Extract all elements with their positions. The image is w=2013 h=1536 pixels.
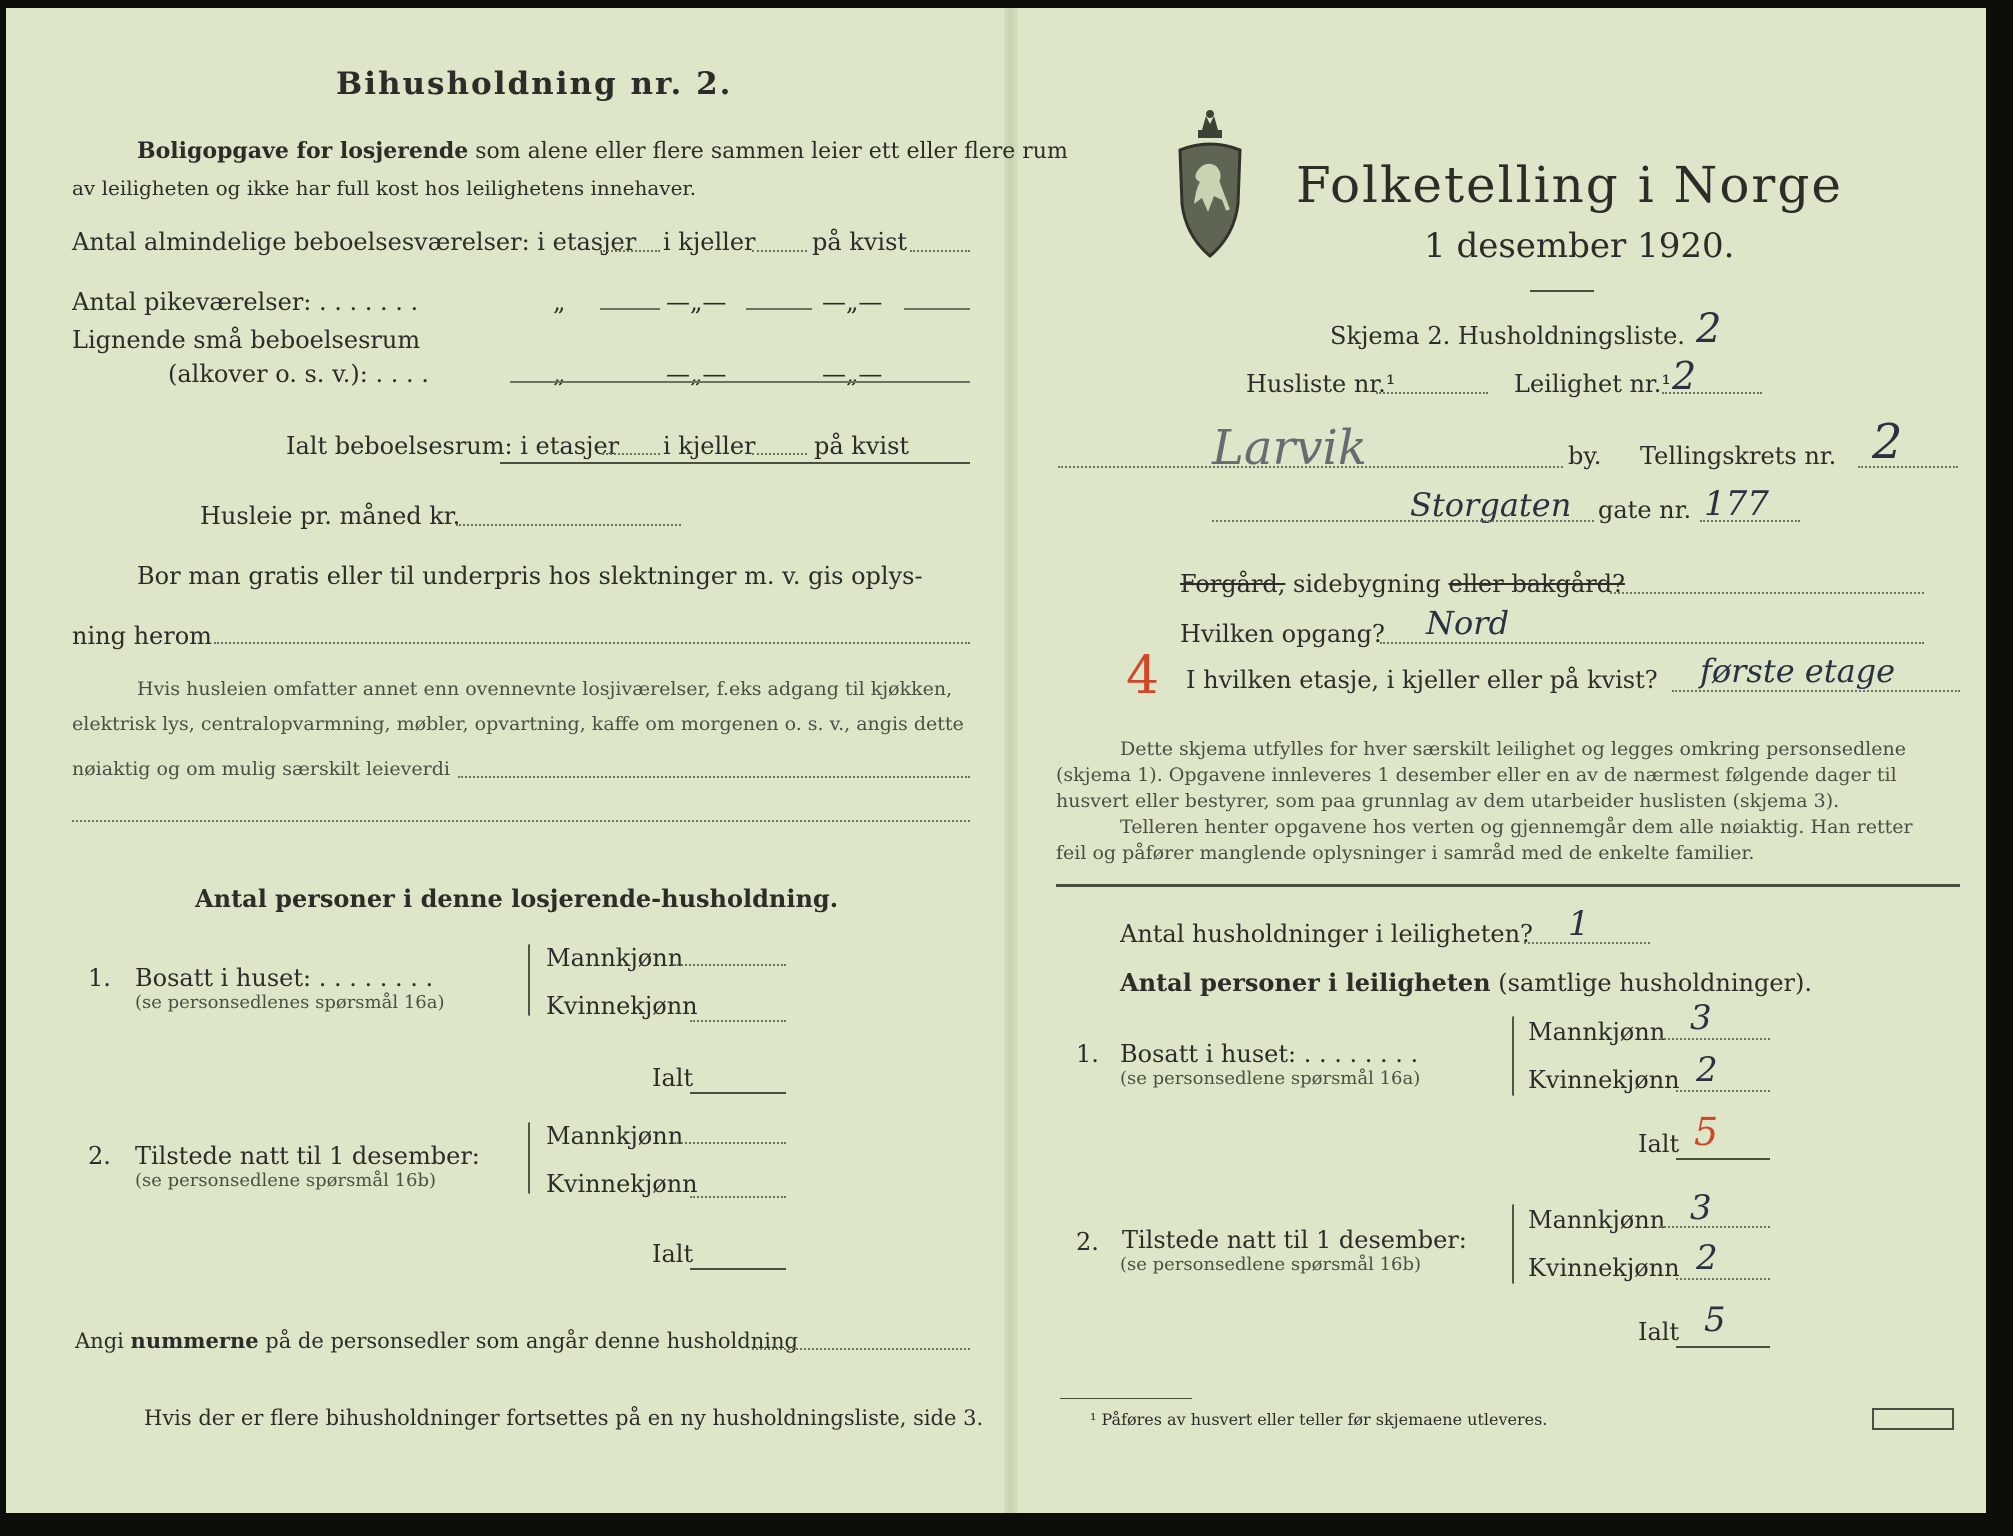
right-item1-label: Bosatt i huset: . . . . . . . . (1120, 1040, 1419, 1068)
right-item1-brace (1512, 1016, 1514, 1096)
lignende-line (510, 381, 970, 383)
right-item2-ialt-hw: 5 (1704, 1300, 1726, 1340)
intro-line-1 (137, 138, 1068, 164)
left-item1-ialt: Ialt (652, 1064, 694, 1092)
right-item2-mann-line (1660, 1226, 1770, 1228)
footnote-rule (1060, 1398, 1192, 1399)
intro-bold: Boligopgave for losjerende (137, 138, 469, 164)
row-pike-label: Antal pikeværelser: . . . . . . . (72, 288, 419, 316)
gate-handwritten: Storgaten (1410, 486, 1572, 524)
ialt-kvist-label: på kvist (814, 432, 910, 460)
leilighet-label: Leilighet nr.¹ (1514, 370, 1672, 398)
etasje-handwritten: første etage (1700, 652, 1896, 690)
left-item1-label: Bosatt i huset: . . . . . . . . (135, 964, 434, 992)
almindelige-kjeller-line (752, 250, 807, 252)
intro-rest: som alene eller flere sammen leier ett eller flere rum (475, 139, 1068, 164)
bor-line (214, 642, 970, 644)
ialt-kjeller-label: i kjeller (663, 432, 756, 460)
right-item2-mann: Mannkjønn (1528, 1206, 1666, 1234)
almindelige-kvist-line (910, 250, 970, 252)
antal-husholdninger-label: Antal husholdninger i leiligheten? (1120, 920, 1533, 948)
almindelige-etasjer-line (600, 250, 660, 252)
note-line-3: husvert eller bestyrer, som paa grunnlag av dem utarbeider huslisten (skjema 3). (1056, 790, 1840, 812)
lignende-ditto-1: „ (553, 360, 566, 388)
gate-label: gate nr. (1598, 496, 1692, 524)
angi-bold: nummerne (130, 1328, 259, 1353)
right-item1-kvinne-line (1676, 1090, 1770, 1092)
gate-line (1212, 520, 1594, 522)
husleie-line (456, 524, 681, 526)
hvis-line-1: Hvis husleien omfatter annet enn ovennevnte losjiværelser, f.eks adgang til kjøkken, (137, 678, 953, 700)
page-fold (1004, 8, 1018, 1513)
by-line (1058, 466, 1563, 468)
angi-line-dots (752, 1348, 970, 1350)
left-item1-num: 1. (88, 964, 111, 992)
leilighet-handwritten: 2 (1672, 354, 1697, 398)
printer-stamp (1872, 1408, 1954, 1430)
persons-heading: Antal personer i denne losjerende-husholdning. (195, 884, 839, 913)
left-item2-mann: Mannkjønn (546, 1122, 684, 1150)
right-item1-mann-line (1660, 1038, 1770, 1040)
lignende-ditto-2: —„— (666, 360, 727, 388)
opgang-line (1380, 642, 1924, 644)
bor-line-1: Bor man gratis eller til underpris hos slektninger m. v. gis oplys- (137, 562, 923, 590)
pike-line-3 (904, 308, 970, 310)
left-item1-kvinne: Kvinnekjønn (546, 992, 698, 1020)
left-item2-mann-line (674, 1142, 786, 1144)
by-label: by. (1568, 442, 1602, 470)
right-item2-mann-hw: 3 (1690, 1188, 1712, 1228)
pike-ditto-2: —„— (666, 288, 727, 316)
left-footer: Hvis der er flere bihusholdninger fortsettes på en ny husholdningsliste, side 3. (144, 1406, 984, 1430)
by-handwritten: Larvik (1212, 420, 1367, 476)
angi-line (75, 1328, 798, 1353)
gate-nr-handwritten: 177 (1704, 484, 1769, 524)
right-item2-num: 2. (1076, 1228, 1099, 1256)
hvis-line (458, 776, 970, 778)
almindelige-kjeller-label: i kjeller (663, 228, 756, 256)
right-item1-mann: Mannkjønn (1528, 1018, 1666, 1046)
note-line-5: feil og påfører manglende oplysninger i samråd med de enkelte familier. (1056, 842, 1755, 864)
folketelling-title: Folketelling i Norge (1296, 156, 1843, 214)
hvis-line-3: nøiaktig og om mulig særskilt leieverdi (72, 758, 450, 780)
intro-line-2: av leiligheten og ikke har full kost hos leilighetens innehaver. (72, 176, 697, 200)
left-item2-ialt: Ialt (652, 1240, 694, 1268)
husliste-label: Husliste nr.¹ (1246, 370, 1396, 398)
tellingskrets-handwritten: 2 (1872, 414, 1903, 470)
husleie-label: Husleie pr. måned kr. (200, 502, 461, 530)
right-item2-ialt-line (1676, 1346, 1770, 1348)
forgaard-struck: Forgård, (1180, 570, 1286, 598)
pike-line-1 (600, 308, 660, 310)
tellingskrets-label: Tellingskrets nr. (1640, 442, 1837, 470)
row-lignende-2: (alkover o. s. v.): . . . . (168, 360, 429, 388)
pike-ditto-3: —„— (822, 288, 883, 316)
census-date: 1 desember 1920. (1424, 226, 1735, 266)
angi-post: på de personsedler som angår denne husholdning (265, 1329, 798, 1353)
hvis-line-2: elektrisk lys, centralopvarmning, møbler, opvartning, kaffe om morgenen o. s. v., angis dette (72, 713, 964, 735)
husliste-line (1376, 392, 1488, 394)
opgang-handwritten: Nord (1426, 604, 1510, 642)
left-item2-kvinne: Kvinnekjønn (546, 1170, 698, 1198)
note-line-1: Dette skjema utfylles for hver særskilt leilighet og legges omkring personsedlene (1120, 738, 1906, 760)
ialt-etasjer-line (602, 453, 660, 455)
left-item1-sub: (se personsedlenes spørsmål 16a) (135, 992, 445, 1013)
right-item1-ialt-line (1676, 1158, 1770, 1160)
left-item2-ialt-line (690, 1268, 786, 1270)
antal-personer-rest: (samtlige husholdninger). (1498, 969, 1813, 997)
antal-personer-line (1120, 968, 1812, 997)
right-item1-kvinne: Kvinnekjønn (1528, 1066, 1680, 1094)
antal-husholdninger-line (1524, 942, 1650, 944)
etasje-label: I hvilken etasje, i kjeller eller på kvist? (1186, 666, 1658, 694)
right-item2-label: Tilstede natt til 1 desember: (1122, 1226, 1467, 1254)
leilighet-line (1662, 392, 1762, 394)
red-margin-mark: 4 (1126, 646, 1160, 706)
right-item2-kvinne-line (1676, 1278, 1770, 1280)
left-item2-kvinne-line (690, 1196, 786, 1198)
right-item1-ialt: Ialt (1638, 1130, 1680, 1158)
bygning-line (1180, 570, 1625, 598)
bygning-line-dots (1610, 592, 1924, 594)
row-almindelige-label: Antal almindelige beboelsesværelser: i etasjer (72, 228, 637, 256)
left-item1-mann: Mannkjønn (546, 944, 684, 972)
antal-husholdninger-handwritten: 1 (1568, 904, 1590, 944)
sidebygning: sidebygning (1293, 570, 1441, 598)
ialt-beboelsesrum-label: Ialt beboelsesrum: i etasjer (286, 432, 620, 460)
ialt-underline (500, 462, 970, 464)
left-item2-sub: (se personsedlene spørsmål 16b) (135, 1170, 437, 1191)
tellingskrets-line (1858, 466, 1958, 468)
left-item1-mann-line (674, 964, 786, 966)
etasje-line (1672, 690, 1960, 692)
right-item1-num: 1. (1076, 1040, 1099, 1068)
opgang-label: Hvilken opgang? (1180, 620, 1385, 648)
right-item1-kvinne-hw: 2 (1696, 1050, 1718, 1090)
right-item1-ialt-hw: 5 (1694, 1110, 1719, 1154)
gate-nr-line (1700, 520, 1800, 522)
right-item2-kvinne-hw: 2 (1696, 1238, 1718, 1278)
left-item1-kvinne-line (690, 1020, 786, 1022)
right-item2-sub: (se personsedlene spørsmål 16b) (1120, 1254, 1422, 1275)
bakgaard-struck: eller bakgård? (1448, 570, 1625, 598)
lignende-ditto-3: —„— (822, 360, 883, 388)
pike-ditto-1: „ (553, 288, 566, 316)
pike-line-2 (746, 308, 812, 310)
almindelige-kvist-label: på kvist (812, 228, 908, 256)
note-line-2: (skjema 1). Opgavene innleveres 1 desember eller en av de nærmest følgende dager til (1056, 764, 1897, 786)
left-item1-brace (528, 944, 530, 1016)
row-lignende-1: Lignende små beboelsesrum (72, 326, 421, 354)
right-item2-ialt: Ialt (1638, 1318, 1680, 1346)
footnote: ¹ Påføres av husvert eller teller før skjemaene utleveres. (1090, 1410, 1548, 1429)
ialt-kjeller-line (752, 453, 807, 455)
right-item2-brace (1512, 1204, 1514, 1284)
left-item2-brace (528, 1122, 530, 1194)
note-line-4: Telleren henter opgavene hos verten og gjennemgår dem alle nøiaktig. Han retter (1120, 816, 1913, 838)
angi-pre: Angi (75, 1329, 124, 1353)
hvis-extra-line (72, 820, 970, 822)
right-item2-kvinne: Kvinnekjønn (1528, 1254, 1680, 1282)
title-rule (1530, 290, 1594, 292)
right-item1-mann-hw: 3 (1690, 998, 1712, 1038)
skjema-label: Skjema 2. Husholdningsliste. (1330, 322, 1685, 350)
left-item1-ialt-line (690, 1092, 786, 1094)
bihusholdning-title: Bihusholdning nr. 2. (336, 66, 733, 102)
norway-lion-crest-icon (1172, 108, 1248, 260)
skjema-handwritten: 2 (1696, 306, 1722, 352)
antal-personer-bold: Antal personer i leiligheten (1120, 968, 1491, 997)
left-item2-label: Tilstede natt til 1 desember: (135, 1142, 480, 1170)
left-item2-num: 2. (88, 1142, 111, 1170)
right-item1-sub: (se personsedlene spørsmål 16a) (1120, 1068, 1421, 1089)
notes-rule (1056, 884, 1960, 887)
bor-line-2: ning herom (72, 622, 212, 650)
